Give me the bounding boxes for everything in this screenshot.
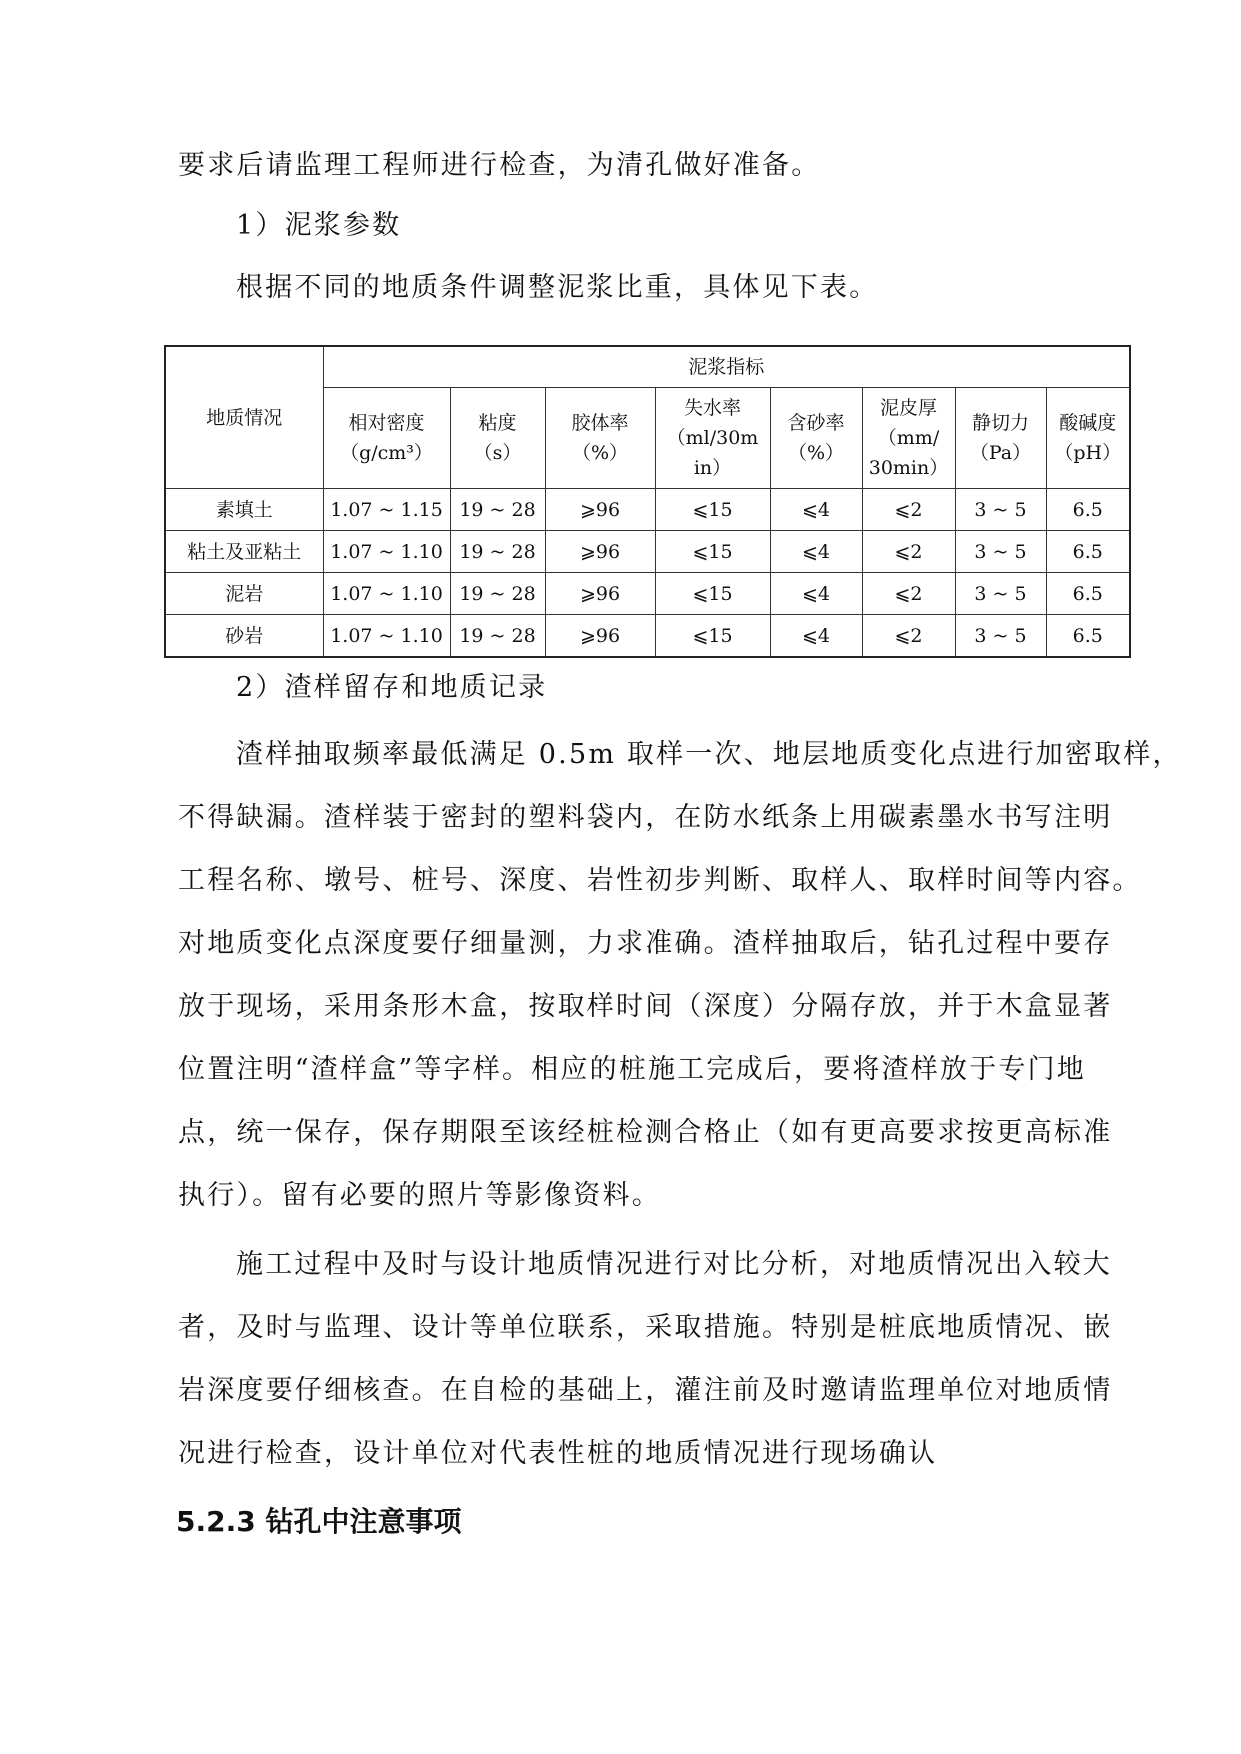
- column-header: [655, 388, 770, 489]
- section-heading: 5.2.3 钻孔中注意事项: [176, 1505, 462, 1538]
- table-cell: ⩾96: [545, 573, 655, 615]
- text-line: 要求后请监理工程师进行检查，为清孔做好准备。: [178, 150, 821, 181]
- column-header-line: 含砂率: [787, 412, 845, 434]
- column-header: [450, 388, 545, 489]
- table-cell: ⩽4: [770, 573, 862, 615]
- table-cell: ⩾96: [545, 615, 655, 658]
- column-header-line: （g/cm³）: [340, 442, 433, 464]
- table-cell: 1.07 ~ 1.10: [323, 573, 450, 615]
- paragraph-line: 放于现场，采用条形木盒，按取样时间（深度）分隔存放，并于木盒显著: [178, 991, 1113, 1022]
- paragraph-line: 不得缺漏。渣样装于密封的塑料袋内，在防水纸条上用碳素墨水书写注明: [178, 802, 1113, 833]
- table-cell: ⩾96: [545, 531, 655, 573]
- table-cell: ⩽2: [862, 489, 955, 531]
- column-header: [955, 388, 1046, 489]
- column-header-line: （ml/30m: [666, 427, 759, 449]
- column-header: [770, 388, 862, 489]
- table-cell: ⩽4: [770, 615, 862, 658]
- column-header: [1046, 388, 1130, 489]
- table-cell: ⩽15: [655, 531, 770, 573]
- paragraph-line: 者，及时与监理、设计等单位联系，采取措施。特别是桩底地质情况、嵌: [178, 1312, 1113, 1343]
- table-cell: 19 ~ 28: [450, 573, 545, 615]
- geology-cell: 泥岩: [165, 573, 323, 615]
- table-row: [165, 489, 1130, 531]
- table-cell: 1.07 ~ 1.10: [323, 615, 450, 658]
- column-header-line: 酸碱度: [1059, 412, 1117, 434]
- column-header-line: （pH）: [1054, 442, 1122, 464]
- column-header: [862, 388, 955, 489]
- column-header-line: 泥皮厚: [879, 397, 937, 419]
- column-header-line: （%）: [571, 442, 629, 464]
- column-header-line: 失水率: [683, 397, 741, 419]
- section-title: 2）渣样留存和地质记录: [236, 672, 548, 703]
- column-header-line: （Pa）: [969, 442, 1032, 464]
- column-header-line: in）: [693, 457, 732, 479]
- table-cell: 6.5: [1046, 531, 1130, 573]
- column-header: [545, 388, 655, 489]
- table-row: [165, 531, 1130, 573]
- table-cell: 19 ~ 28: [450, 615, 545, 658]
- geology-header: 地质情况: [165, 346, 323, 489]
- geology-cell: 素填土: [165, 489, 323, 531]
- table-cell: ⩽15: [655, 489, 770, 531]
- table-cell: ⩽15: [655, 615, 770, 658]
- table-intro: 根据不同的地质条件调整泥浆比重，具体见下表。: [236, 272, 879, 303]
- table-row: [165, 573, 1130, 615]
- table-cell: 6.5: [1046, 489, 1130, 531]
- table-cell: 1.07 ~ 1.10: [323, 531, 450, 573]
- geology-cell: 砂岩: [165, 615, 323, 658]
- table-cell: 3 ~ 5: [955, 531, 1046, 573]
- paragraph-line: 施工过程中及时与设计地质情况进行对比分析，对地质情况出入较大: [236, 1249, 1112, 1280]
- column-header-line: （s）: [473, 442, 522, 464]
- column-header-line: 静切力: [971, 412, 1029, 434]
- paragraph-line: 执行）。留有必要的照片等影像资料。: [178, 1180, 661, 1211]
- table-cell: 6.5: [1046, 615, 1130, 658]
- column-header-line: 30min）: [868, 457, 949, 479]
- column-header: [323, 388, 450, 489]
- geology-cell: 粘土及亚粘土: [165, 531, 323, 573]
- table-cell: 3 ~ 5: [955, 615, 1046, 658]
- table-cell: 3 ~ 5: [955, 489, 1046, 531]
- paragraph-line: 点，统一保存，保存期限至该经桩检测合格止（如有更高要求按更高标准: [178, 1117, 1113, 1148]
- table-cell: ⩽2: [862, 615, 955, 658]
- table-cell: ⩽4: [770, 531, 862, 573]
- table-cell: ⩽15: [655, 573, 770, 615]
- table-cell: 19 ~ 28: [450, 489, 545, 531]
- column-header-line: （mm/: [877, 427, 940, 449]
- table-cell: ⩽4: [770, 489, 862, 531]
- table-cell: ⩾96: [545, 489, 655, 531]
- indicators-header: 泥浆指标: [323, 346, 1130, 388]
- table-cell: 1.07 ~ 1.15: [323, 489, 450, 531]
- paragraph-line: 对地质变化点深度要仔细量测，力求准确。渣样抽取后，钻孔过程中要存: [178, 928, 1113, 959]
- table-cell: ⩽2: [862, 531, 955, 573]
- paragraph-line: 岩深度要仔细核查。在自检的基础上，灌注前及时邀请监理单位对地质情: [178, 1375, 1113, 1406]
- column-header-line: 胶体率: [571, 412, 629, 434]
- column-header-line: 粘度: [478, 412, 517, 434]
- section-title: 1）泥浆参数: [236, 210, 402, 241]
- column-header-line: （%）: [787, 442, 845, 464]
- paragraph-line: 工程名称、墩号、桩号、深度、岩性初步判断、取样人、取样时间等内容。: [178, 865, 1142, 896]
- table-row: [165, 615, 1130, 658]
- paragraph-line: 位置注明“渣样盒”等字样。相应的桩施工完成后，要将渣样放于专门地: [178, 1054, 1087, 1085]
- table-cell: 19 ~ 28: [450, 531, 545, 573]
- table-cell: 6.5: [1046, 573, 1130, 615]
- paragraph-line: 况进行检查，设计单位对代表性桩的地质情况进行现场确认: [178, 1438, 938, 1469]
- table-cell: ⩽2: [862, 573, 955, 615]
- mud-parameters-table: [164, 345, 1131, 658]
- paragraph-line: 渣样抽取频率最低满足 0.5m 取样一次、地层地质变化点进行加密取样，: [236, 739, 1182, 770]
- table-cell: 3 ~ 5: [955, 573, 1046, 615]
- column-header-line: 相对密度: [348, 412, 425, 434]
